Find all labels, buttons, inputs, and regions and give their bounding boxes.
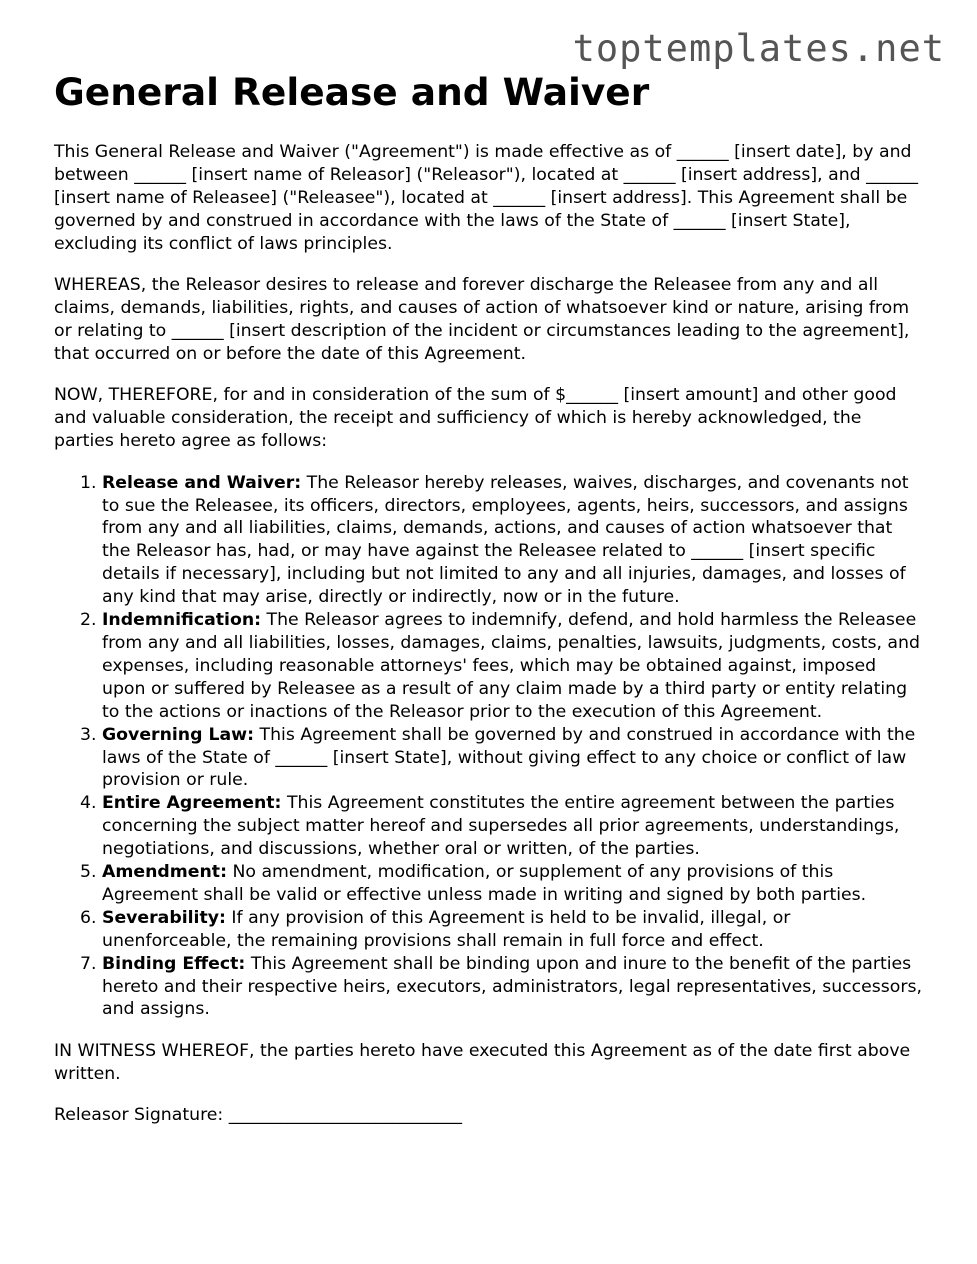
clause-heading: Amendment: (102, 862, 227, 883)
clause-text: The Releasor agrees to indemnify, defend, and hold harmless the Releasee from any and all liabilities, losses, damages, claims, penalties, lawsuits, judgments, costs, and expenses, including reasonable attorneys' fees, which may be obtained against, imposed upon or suffered by Releasee as a result of any claim made by a third party or entity relating to the actions or inactions of the Releasor prior to the execution of this Agreement. (102, 610, 920, 722)
clause-heading: Binding Effect: (102, 953, 246, 974)
clause-item-binding-effect (102, 953, 924, 1022)
clause-text: The Releasor hereby releases, waives, discharges, and covenants not to sue the Releasee, its officers, directors, employees, agents, heirs, successors, and assigns from any and all liabilities, claims, demands, actions, and causes of action whatsoever that the Releasor has, had, or may have against the Releasee related to ______ [insert specific details if necessary], including but not limited to any and all injuries, damages, and losses of any kind that may arise, directly or indirectly, now or in the future. (102, 472, 909, 608)
clause-item-severability (102, 907, 924, 953)
document-body (54, 72, 924, 1127)
clause-item-governing-law (102, 724, 924, 793)
releasor-signature-line: Releasor Signature: ___________________________ (54, 1105, 463, 1126)
clause-list (54, 472, 924, 1022)
clause-text: This Agreement shall be binding upon and inure to the benefit of the parties hereto and their respective heirs, executors, administrators, legal representatives, successors, and assigns. (102, 953, 922, 1020)
whereas-paragraph: WHEREAS, the Releasor desires to release and forever discharge the Releasee from any and all claims, demands, liabilities, rights, and causes of action of whatsoever kind or nature, arising from or relating to ______ [insert description of the incident or circumstances leading to the agreement], that occurred on or before the date of this Agreement. (54, 275, 910, 364)
clause-heading: Governing Law: (102, 724, 255, 745)
watermark: toptemplates.net (572, 27, 945, 70)
clause-heading: Release and Waiver: (102, 472, 302, 493)
clause-heading: Entire Agreement: (102, 793, 282, 814)
clause-text: This Agreement constitutes the entire agreement between the parties concerning the subject matter hereof and supersedes all prior agreements, understandings, negotiations, and discussions, whether oral or written, of the parties. (102, 793, 900, 860)
clause-heading: Indemnification: (102, 610, 262, 631)
clause-text: No amendment, modification, or supplement of any provisions of this Agreement shall be valid or effective unless made in writing and signed by both parties. (102, 862, 867, 905)
clause-text: If any provision of this Agreement is held to be invalid, illegal, or unenforceable, the remaining provisions shall remain in full force and effect. (102, 907, 791, 951)
document-title: General Release and Waiver (54, 70, 650, 114)
clause-item-entire-agreement (102, 792, 924, 861)
clause-item-release-and-waiver (102, 472, 924, 609)
clause-heading: Severability: (102, 907, 226, 928)
clause-text: This Agreement shall be governed by and construed in accordance with the laws of the State of ______ [insert State], without giving effect to any choice or conflict of law provision or rule. (102, 724, 916, 791)
witness-paragraph: IN WITNESS WHEREOF, the parties hereto have executed this Agreement as of the date first above written. (54, 1040, 911, 1084)
intro-paragraph: This General Release and Waiver ("Agreement") is made effective as of ______ [insert date], by and between ______ [insert name of Releasor] ("Releasor"), located at ______ [insert address], and ______ [insert name of Releasee] ("Releasee"), located at ______ [insert address]. This Agreement shall be governed by and construed in accordance with the laws of the State of ______ [insert State], excluding its conflict of laws principles. (54, 142, 918, 254)
now-therefore-paragraph: NOW, THEREFORE, for and in consideration of the sum of $______ [insert amount] and other good and valuable consideration, the receipt and sufficiency of which is hereby acknowledged, the parties hereto agree as follows: (54, 385, 897, 452)
clause-item-indemnification (102, 609, 924, 724)
clause-item-amendment (102, 861, 924, 907)
